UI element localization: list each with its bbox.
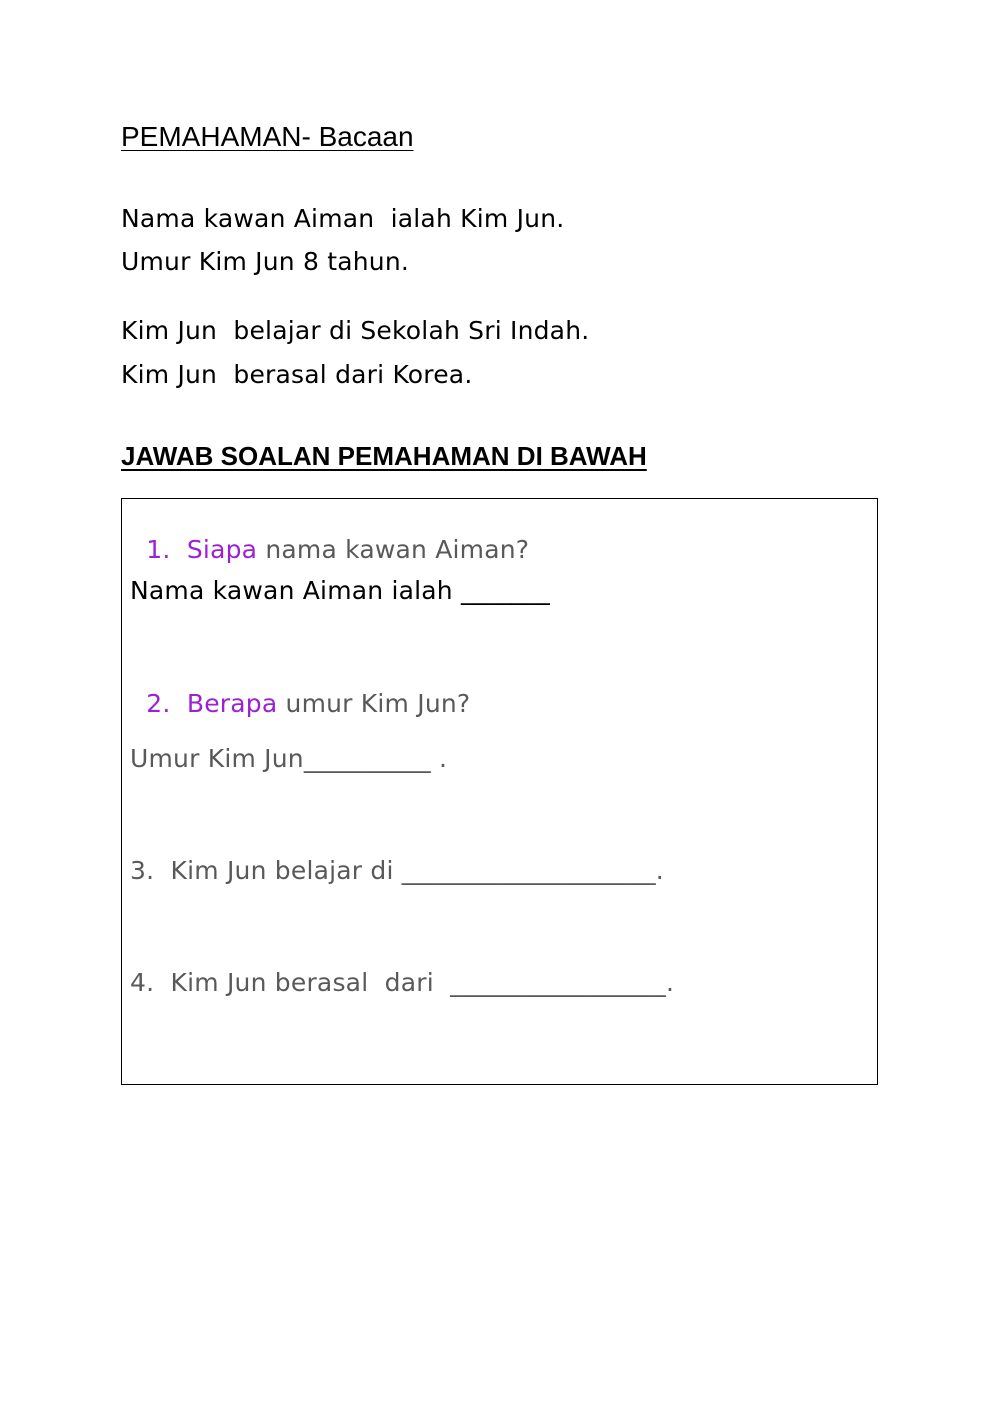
question-2: [130, 660, 470, 718]
question-1-text: nama kawan Aiman?: [257, 535, 530, 564]
question-1-keyword: Siapa: [186, 535, 258, 564]
reading-line-4: Kim Jun berasal dari Korea.: [121, 360, 473, 389]
reading-line-1: Nama kawan Aiman ialah Kim Jun.: [121, 204, 565, 233]
question-4[interactable]: 4. Kim Jun berasal dari _________________.: [130, 968, 675, 997]
reading-line-2: Umur Kim Jun 8 tahun.: [121, 247, 410, 276]
reading-line-3: Kim Jun belajar di Sekolah Sri Indah.: [121, 316, 590, 345]
question-2-keyword: Berapa: [186, 689, 278, 718]
question-3[interactable]: 3. Kim Jun belajar di ____________________.: [130, 856, 664, 885]
answer-2-line[interactable]: Umur Kim Jun__________ .: [130, 744, 448, 773]
question-2-number: 2.: [146, 689, 171, 718]
question-2-text: umur Kim Jun?: [277, 689, 471, 718]
question-1: [130, 506, 529, 564]
section-heading: JAWAB SOALAN PEMAHAMAN DI BAWAH: [121, 441, 647, 471]
answer-1-line[interactable]: Nama kawan Aiman ialah _______: [130, 576, 550, 605]
question-1-number: 1.: [146, 535, 171, 564]
page-title: PEMAHAMAN- Bacaan: [121, 121, 414, 152]
